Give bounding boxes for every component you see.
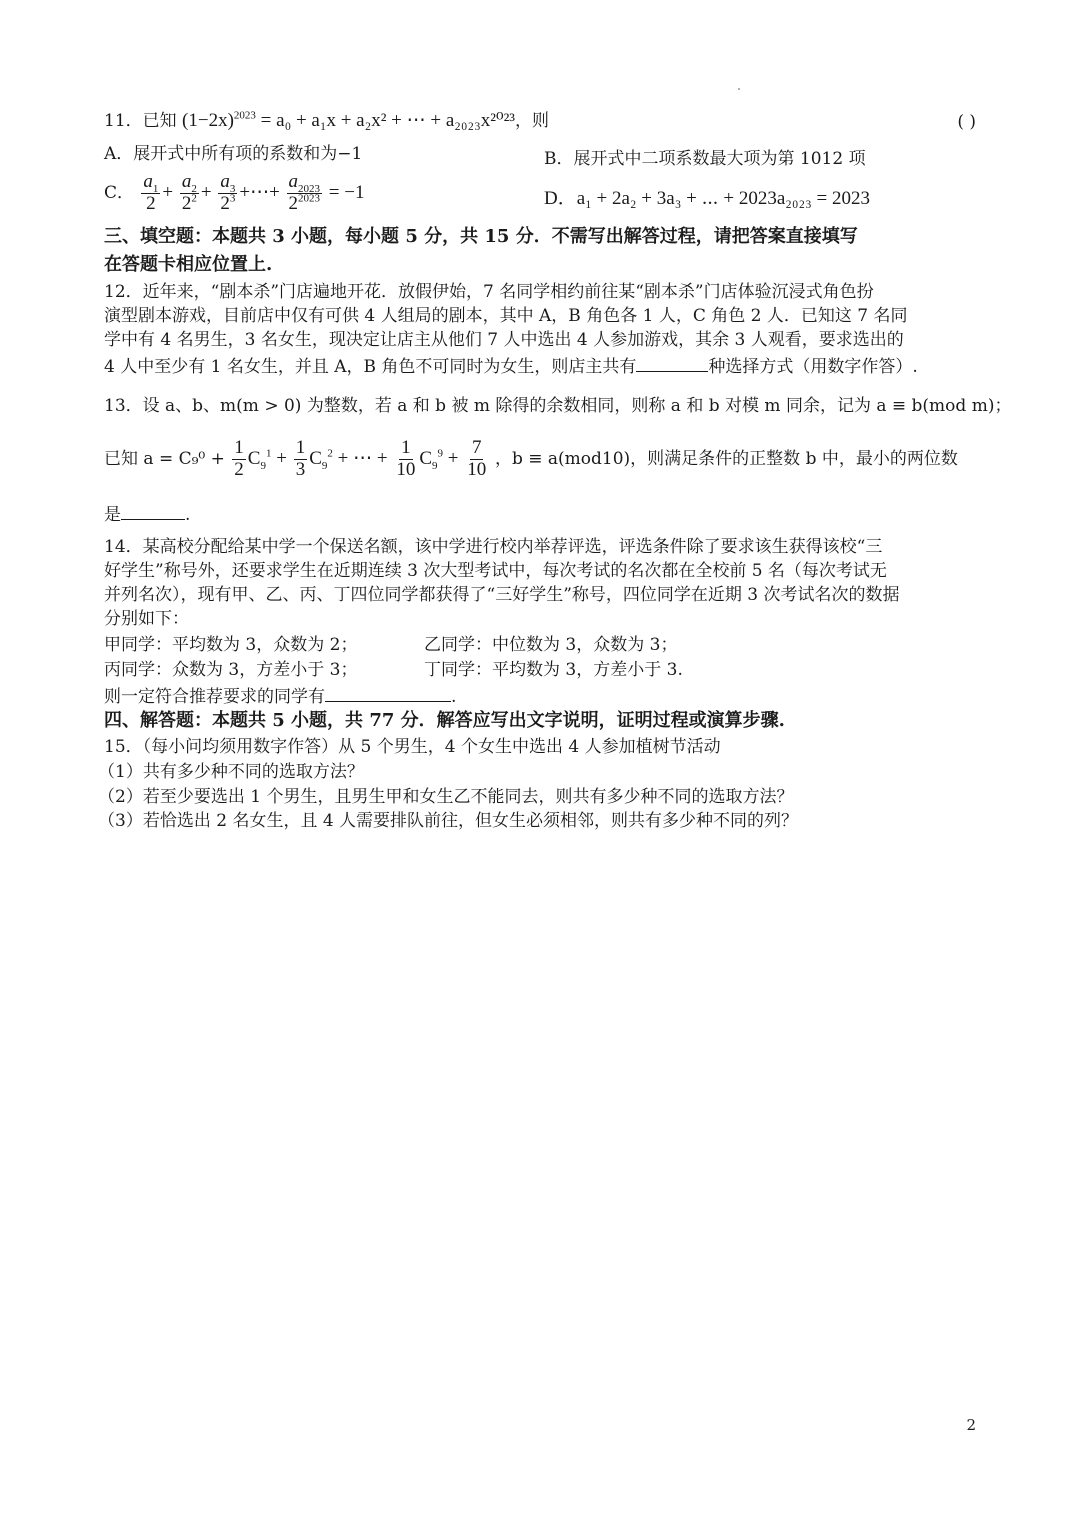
q14-ding: 丁同学：平均数为 3，方差小于 3. — [424, 660, 683, 680]
q15-part-2: （2）若至少要选出 1 个男生，且男生甲和女生乙不能同去，则共有多少种不同的选取方法？ — [98, 787, 794, 807]
section3-heading-cont: 在答题卡相应位置上. — [104, 254, 273, 275]
q11-stem: 11．已知 $(1-2x)^{2023} = a_0 + a_1x + a_2x^2$ + ⋯ + a₂₀₂₃x²⁰²³，则 — [104, 109, 550, 131]
q11-option-a: A．展开式中所有项的系数和为−1 — [104, 144, 363, 164]
q14-conclusion: 则一定符合推荐要求的同学有 . — [104, 687, 457, 707]
q11-option-c: C． $\frac{a_1}{2}$ + $\frac{a_2}{2^2}$ + $\frac{a_3}{2^3}$ +⋯+ $\frac{a_{2023}}{2^{2023}}$ = −1 — [104, 171, 365, 214]
q12-line: 演型剧本游戏，目前店中仅有可供 4 人组局的剧本，其中 A，B 角色各 1 人，C 角色 2 人．已知这 7 名同 — [104, 306, 908, 326]
q14-bing: 丙同学：众数为 3，方差小于 3； — [104, 660, 358, 680]
page-number: 2 — [966, 1416, 976, 1434]
answer-blank — [325, 685, 451, 702]
answer-blank — [636, 355, 708, 372]
q14-line: 分别如下： — [104, 609, 189, 629]
q14-jia: 甲同学：平均数为 3，众数为 2； — [104, 635, 358, 655]
section4-heading: 四、解答题：本题共 5 小题，共 77 分．解答应写出文字说明，证明过程或演算步骤. — [104, 710, 785, 731]
q11-option-d: D．a₁ + 2a₂ + 3a₃ + ⋯ + 2023a₂₀₂₃ = 2023 — [544, 188, 870, 209]
q11-option-b: B．展开式中二项系数最大项为第 1012 项 — [544, 149, 866, 169]
q13-line: 13．设 a、b、m(m > 0) 为整数，若 a 和 b 被 m 除得的余数相同，则称 a 和 b 对模 m 同余，记为 a ≡ b(mod m)； — [104, 396, 1012, 416]
q12-line: 学中有 4 名男生，3 名女生，现决定让店主从他们 7 人中选出 4 人参加游戏，其余 3 人观看，要求选出的 — [104, 330, 904, 350]
scan-speck — [738, 88, 740, 90]
q12-line: 4 人中至少有 1 名女生，并且 A，B 角色不可同时为女生，则店主共有 种选择方式（用数字作答）. — [104, 357, 918, 377]
answer-blank — [121, 503, 185, 520]
q14-line: 14．某高校分配给某中学一个保送名额，该中学进行校内举荐评选，评选条件除了要求该生获得该校“三 — [104, 537, 883, 557]
q15-part-1: （1）共有多少种不同的选取方法？ — [98, 762, 364, 782]
section3-heading: 三、填空题：本题共 3 小题，每小题 5 分，共 15 分．不需写出解答过程，请把答案直接填写 — [104, 226, 858, 247]
answer-paren: ( ) — [957, 112, 976, 132]
q14-line: 好学生”称号外，还要求学生在近期连续 3 次大型考试中，每次考试的名次都在全校前 5 名（每次考试无 — [104, 561, 887, 581]
q15-stem: 15．（每小问均须用数字作答）从 5 个男生，4 个女生中选出 4 人参加植树节活动 — [104, 737, 721, 757]
q14-line: 并列名次），现有甲、乙、丙、丁四位同学都获得了“三好学生”称号，四位同学在近期 3 次考试名次的数据 — [104, 585, 900, 605]
q12-line: 12．近年来，“剧本杀”门店遍地开花．放假伊始，7 名同学相约前往某“剧本杀”门店体验沉浸式角色扮 — [104, 282, 874, 302]
q14-yi: 乙同学：中位数为 3，众数为 3； — [424, 635, 678, 655]
q13-line: 是 . — [104, 505, 191, 525]
q13-line: 已知 a = C₉⁰ + $\frac{1}{2}$ $C_9^1$ + $\frac{1}{3}$ $C_9^2$ + ⋯ + $\frac{1}{10}$ $C_9^9$ + $\frac{7}{10}$ ，b ≡ a(mod10)，则满足条件的正整数 b 中，最小的两位数 — [104, 437, 958, 480]
q15-part-3: （3）若恰选出 2 名女生，且 4 人需要排队前往，但女生必须相邻，则共有多少种不同的列？ — [98, 811, 799, 831]
